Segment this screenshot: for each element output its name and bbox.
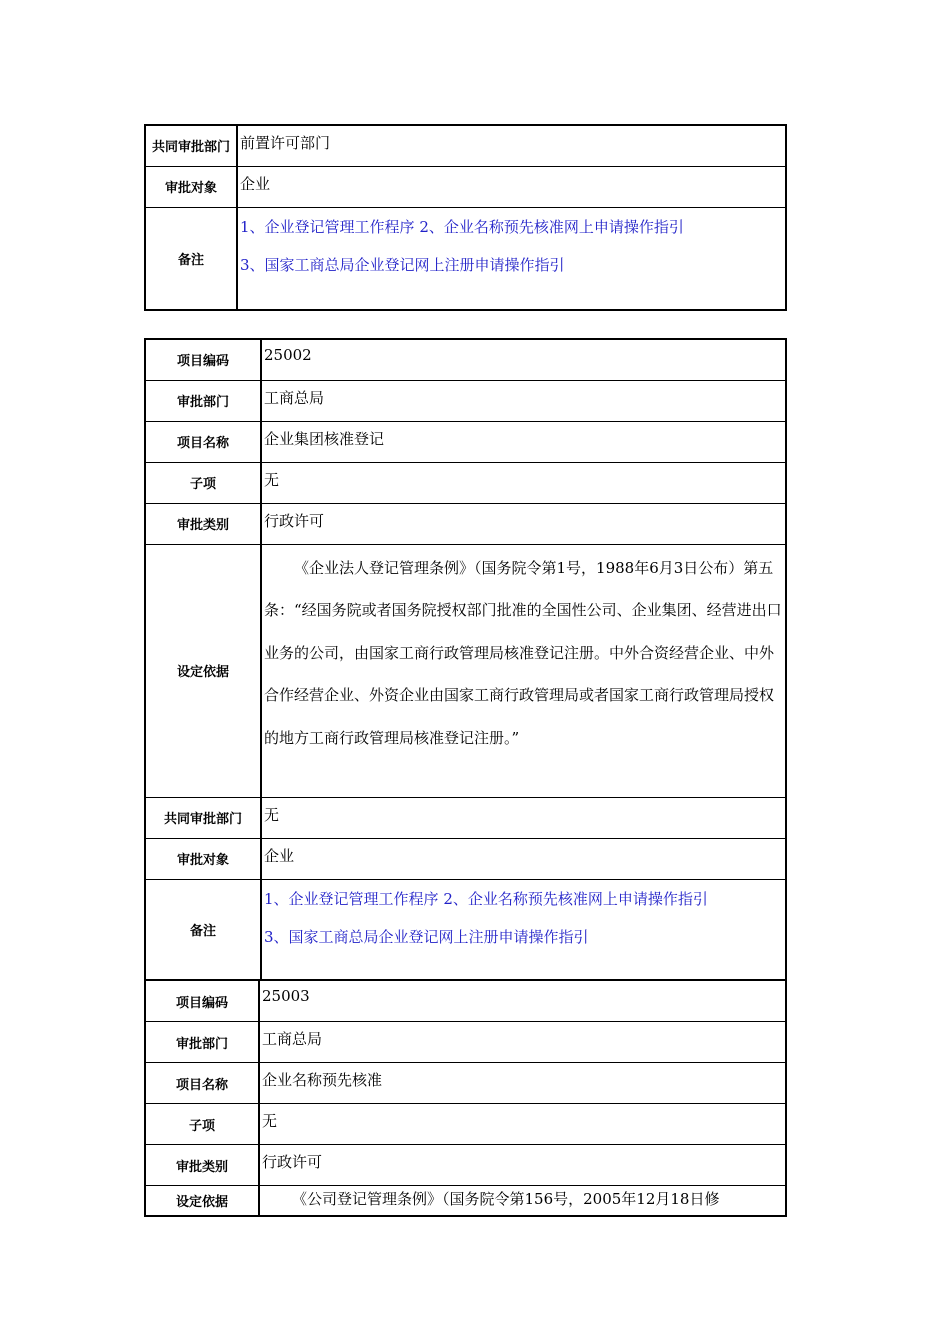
basis-label: 设定依据 (145, 544, 261, 797)
note-link-line-1[interactable]: 1、企业登记管理工作程序 2、企业名称预先核准网上申请操作指引 (240, 217, 684, 236)
note-link-line-1[interactable]: 1、企业登记管理工作程序 2、企业名称预先核准网上申请操作指引 (264, 889, 708, 908)
object-value: 企业 (237, 166, 786, 207)
note-value (237, 207, 786, 310)
note-label: 备注 (145, 879, 261, 980)
table-row (145, 981, 786, 1022)
name-label: 项目名称 (145, 1063, 259, 1104)
note-link-line-2[interactable]: 3、国家工商总局企业登记网上注册申请操作指引 (264, 927, 589, 946)
table-row (145, 1063, 786, 1104)
joint-dept-value: 无 (261, 797, 786, 838)
sub-value: 无 (259, 1104, 786, 1145)
table-row (145, 1186, 786, 1216)
table-row (145, 380, 786, 421)
table-row (145, 503, 786, 544)
name-label: 项目名称 (145, 421, 261, 462)
dept-value: 工商总局 (259, 1022, 786, 1063)
table-row (145, 544, 786, 797)
table-row (145, 339, 786, 380)
object-value: 企业 (261, 838, 786, 879)
joint-dept-label: 共同审批部门 (145, 797, 261, 838)
approval-table-continued (144, 124, 787, 311)
approval-table-25002 (144, 338, 787, 981)
approval-table-25003 (144, 980, 787, 1217)
table-row (145, 166, 786, 207)
table-row (145, 462, 786, 503)
code-value: 25003 (259, 981, 786, 1022)
table-row (145, 797, 786, 838)
sub-label: 子项 (145, 462, 261, 503)
object-label: 审批对象 (145, 166, 237, 207)
type-value: 行政许可 (261, 503, 786, 544)
code-value: 25002 (261, 339, 786, 380)
joint-dept-label: 共同审批部门 (145, 125, 237, 166)
code-label: 项目编码 (145, 981, 259, 1022)
sub-label: 子项 (145, 1104, 259, 1145)
table-row (145, 125, 786, 166)
dept-value: 工商总局 (261, 380, 786, 421)
code-label: 项目编码 (145, 339, 261, 380)
dept-label: 审批部门 (145, 380, 261, 421)
table-row (145, 1022, 786, 1063)
basis-value: 《公司登记管理条例》（国务院令第156号，2005年12月18日修 (259, 1186, 786, 1216)
note-link-line-2[interactable]: 3、国家工商总局企业登记网上注册申请操作指引 (240, 255, 565, 274)
type-value: 行政许可 (259, 1145, 786, 1186)
table-row (145, 1104, 786, 1145)
table-row (145, 421, 786, 462)
type-label: 审批类别 (145, 1145, 259, 1186)
sub-value: 无 (261, 462, 786, 503)
object-label: 审批对象 (145, 838, 261, 879)
table-row (145, 207, 786, 310)
note-label: 备注 (145, 207, 237, 310)
table-row (145, 1145, 786, 1186)
dept-label: 审批部门 (145, 1022, 259, 1063)
basis-label: 设定依据 (145, 1186, 259, 1216)
type-label: 审批类别 (145, 503, 261, 544)
table-row (145, 838, 786, 879)
name-value: 企业集团核准登记 (261, 421, 786, 462)
note-value (261, 879, 786, 980)
table-row (145, 879, 786, 980)
name-value: 企业名称预先核准 (259, 1063, 786, 1104)
joint-dept-value: 前置许可部门 (237, 125, 786, 166)
basis-value: 《企业法人登记管理条例》（国务院令第1号，1988年6月3日公布）第五条：“经国务院或者国务院授权部门批准的全国性公司、企业集团、经营进出口业务的公司，由国家工商行政管理局核准登记注册。中外合资经营企业、中外合作经营企业、外资企业由国家工商行政管理局或者国家工商行政管理局授权的地方工商行政管理局核准登记注册。” (261, 544, 786, 797)
